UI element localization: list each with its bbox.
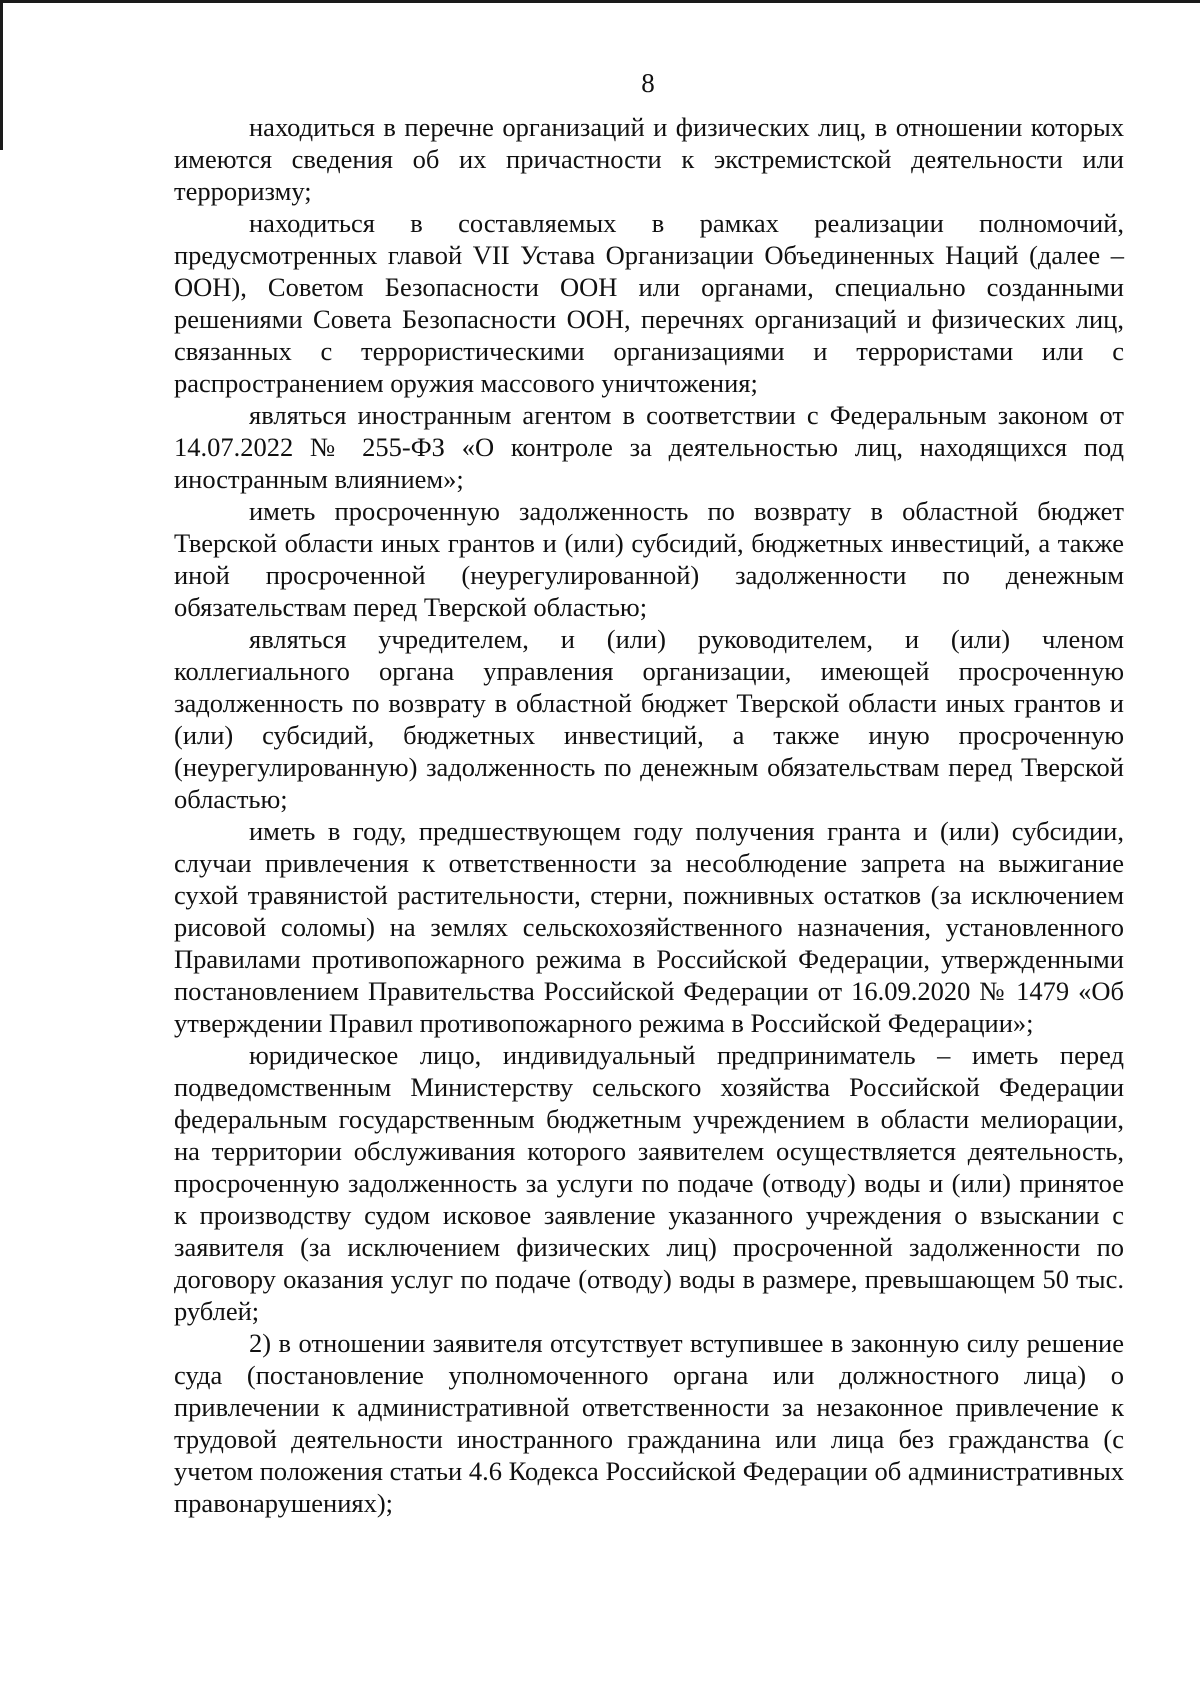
paragraph-burning-ban: иметь в году, предшествующем году получения гранта и (или) субсидии, случаи привлечения к ответственности за несоблюдение запрета на выжигание сухой травянистой растительности, стерни, пожнивных остатков (за исключением рисовой соломы) на землях сельскохозяйственного назначения, установленного Правилами противопожарного режима в Российской Федерации, утвержденными постановлением Правительства Российской Федерации от 16.09.2020 № 1479 «Об утверждении Правил противопожарного режима в Российской Федерации»; bbox=[174, 816, 1124, 1038]
page-number: 8 bbox=[641, 68, 655, 98]
paragraph-un-sanctions-list: находиться в составляемых в рамках реализации полномочий, предусмотренных главой VII Устава Организации Объединенных Наций (далее – ООН), Советом Безопасности ООН или органами, специально созданными решениями Совета Безопасности ООН, перечнях организаций и физических лиц, связанных с террористическими организациями и террористами или с распространением оружия массового уничтожения; bbox=[174, 208, 1124, 398]
paragraph-overdue-debt: иметь просроченную задолженность по возврату в областной бюджет Тверской области иных грантов и (или) субсидий, бюджетных инвестиций, а также иной просроченной (неурегулированной) задолженности по денежным обязательствам перед Тверской областью; bbox=[174, 496, 1124, 622]
paragraph-melioration-debt: юридическое лицо, индивидуальный предприниматель – иметь перед подведомственным Министерству сельского хозяйства Российской Федерации федеральным государственным бюджетным учреждением в области мелиорации, на территории обслуживания которого заявителем осуществляется деятельность, просроченную задолженность за услуги по подаче (отводу) воды и (или) принятое к производству судом исковое заявление указанного учреждения о взыскании с заявителя (за исключением физических лиц) просроченной задолженности по договору оказания услуг по подаче (отводу) воды в размере, превышающем 50 тыс. рублей; bbox=[174, 1040, 1124, 1326]
paragraph-court-decision: 2) в отношении заявителя отсутствует вступившее в законную силу решение суда (постановление уполномоченного органа или должностного лица) о привлечении к административной ответственности за незаконное привлечение к трудовой деятельности иностранного гражданина или лица без гражданства (с учетом положения статьи 4.6 Кодекса Российской Федерации об административных правонарушениях); bbox=[174, 1328, 1124, 1518]
scan-top-edge bbox=[0, 0, 1200, 3]
paragraph-founder-debt: являться учредителем, и (или) руководителем, и (или) членом коллегиального органа управления организации, имеющей просроченную задолженность по возврату в областной бюджет Тверской области иных грантов и (или) субсидий, бюджетных инвестиций, а также иную просроченную (неурегулированную) задолженность по денежным обязательствам перед Тверской областью; bbox=[174, 624, 1124, 814]
paragraph-extremism-list: находиться в перечне организаций и физических лиц, в отношении которых имеются сведения об их причастности к экстремистской деятельности или терроризму; bbox=[174, 112, 1124, 206]
document-body bbox=[174, 111, 1124, 1519]
paragraph-foreign-agent: являться иностранным агентом в соответствии с Федеральным законом от 14.07.2022 № 255-ФЗ «О контроле за деятельностью лиц, находящихся под иностранным влиянием»; bbox=[174, 400, 1124, 494]
